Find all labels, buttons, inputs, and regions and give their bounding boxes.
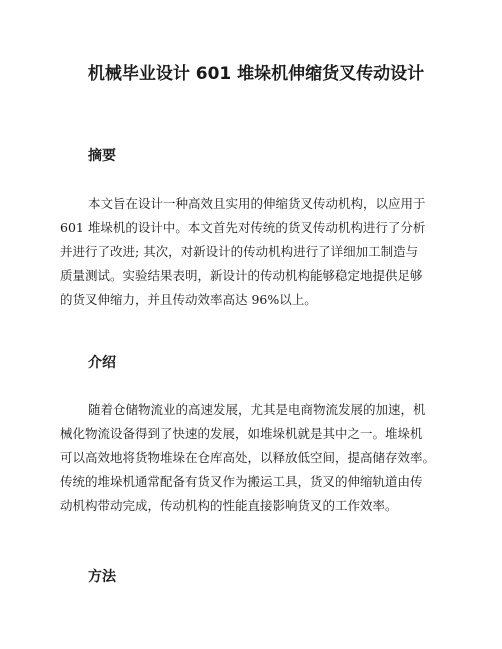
paragraph-line: 动机构带动完成，传动机构的性能直接影响货叉的工作效率。 [60,498,398,513]
paragraph-line: 本文旨在设计一种高效且实用的伸缩货叉传动机构，以应用于 [88,196,426,211]
paragraph-line: 随着仓储物流业的高速发展，尤其是电商物流发展的加速，机 [88,402,426,417]
paragraph-line: 601 堆垛机的设计中。本文首先对传统的货叉传动机构进行了分析 [60,220,426,235]
section-heading-abstract: 摘要 [88,148,116,164]
paragraph-line: 并进行了改进; 其次，对新设计的传动机构进行了详细加工制造与 [60,244,419,259]
section-heading-introduction: 介绍 [88,355,116,371]
paragraph-line: 质量测试。实验结果表明，新设计的传动机构能够稳定地提供足够 [60,268,423,283]
paragraph-line: 传统的堆垛机通常配备有货叉作为搬运工具，货叉的伸缩轨道由传 [60,474,423,489]
document-title: 机械毕业设计 601 堆垛机伸缩货叉传动设计 [87,64,425,84]
introduction-paragraph [60,398,450,518]
abstract-paragraph [60,192,450,312]
paragraph-line: 的货叉伸缩力，并且传动效率高达 96%以上。 [60,292,317,307]
paragraph-line: 械化物流设备得到了快速的发展，如堆垛机就是其中之一。堆垛机 [60,426,423,441]
paragraph-line: 可以高效地将货物堆垛在仓库高处，以释放低空间，提高储存效率。 [60,450,436,465]
section-heading-methods: 方法 [88,569,116,585]
